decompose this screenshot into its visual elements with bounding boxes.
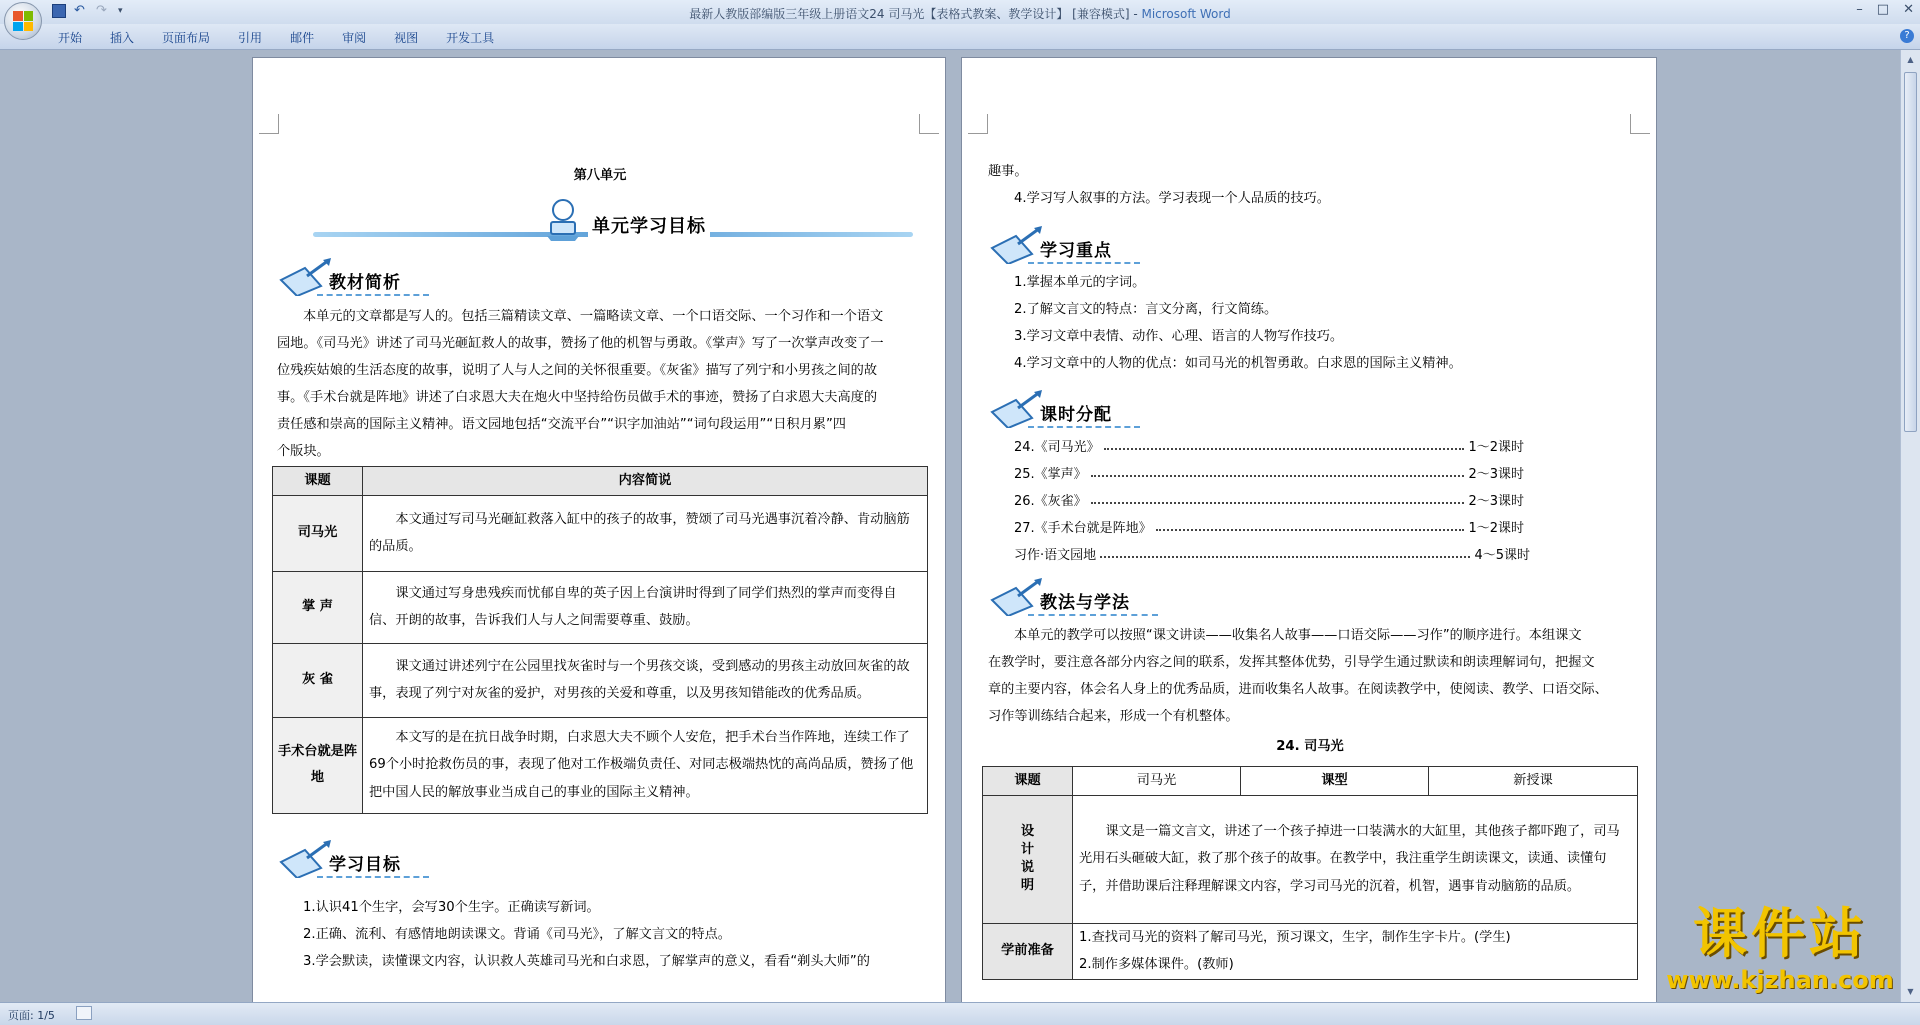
heading-underline — [317, 294, 429, 296]
prep-line: 2.制作多媒体课件。(教师) — [1079, 957, 1234, 972]
section-heading-hour-allocation — [988, 388, 1148, 430]
hour-item: 24.《司马光》 — [1014, 440, 1100, 455]
unit-goals-banner — [313, 198, 913, 246]
section-label: 课时分配 — [1040, 405, 1112, 425]
method-line: 习作等训练结合起来，形成一个有机整体。 — [988, 709, 1239, 724]
table-row — [983, 923, 1638, 979]
status-bar — [0, 1002, 1920, 1025]
hour-item: 26.《灰雀》 — [1014, 494, 1087, 509]
window-controls — [1856, 2, 1914, 17]
continued-text: 趣事。 — [988, 164, 1028, 179]
dot-leader — [1091, 468, 1465, 477]
scroll-up-icon[interactable]: ▲ — [1907, 55, 1914, 64]
table-header: 内容简说 — [363, 467, 928, 496]
intro-line: 园地。《司马光》讲述了司马光砸缸救人的故事，赞扬了他的机智与勇敢。《掌声》写了一次掌声改变了一 — [277, 336, 884, 351]
row-title: 掌 声 — [273, 571, 363, 643]
hour-time: 1～2课时 — [1468, 440, 1524, 455]
method-line: 在教学时，要注意各部分内容之间的联系，发挥其整体优势，引导学生通过默读和朗读理解词句，把握文 — [988, 655, 1595, 670]
hour-item: 25.《掌声》 — [1014, 467, 1087, 482]
hour-time: 4～5课时 — [1474, 548, 1530, 563]
row-content: 课文通过写身患残疾而忧郁自卑的英子因上台演讲时得到了同学们热烈的掌声而变得自信、开朗的故事，告诉我们人与人之间需要尊重、鼓励。 — [363, 571, 928, 643]
goal-item: 2.正确、流利、有感情地朗读课文。背诵《司马光》，了解文言文的特点。 — [303, 927, 731, 942]
row-content: 课文通过讲述列宁在公园里找灰雀时与一个男孩交谈，受到感动的男孩主动放回灰雀的故事，表现了列宁对灰雀的爱护，对男孩的关爱和尊重，以及男孩知错能改的优秀品质。 — [363, 643, 928, 717]
document-area[interactable] — [0, 50, 1900, 1002]
vertical-scrollbar[interactable] — [1900, 50, 1920, 1002]
dot-leader — [1104, 441, 1465, 450]
scroll-thumb[interactable] — [1904, 72, 1917, 432]
heading-underline — [1028, 614, 1158, 616]
topic-value: 司马光 — [1073, 767, 1241, 796]
scroll-down-icon[interactable]: ▼ — [1907, 987, 1914, 996]
type-header: 课型 — [1241, 767, 1429, 796]
key-point: 4.学习文章中的人物的优点：如司马光的机智勇敢。白求恩的国际主义精神。 — [1014, 356, 1462, 371]
row-title: 司马光 — [273, 495, 363, 571]
book-arrow-icon — [277, 840, 333, 878]
table-header-row — [273, 467, 928, 496]
intro-line: 责任感和崇高的国际主义精神。语文园地包括“交流平台”“识字加油站”“词句段运用”“日积月累”四 — [277, 417, 846, 432]
hour-row — [1014, 432, 1524, 459]
method-line: 本单元的教学可以按照“课文讲读——收集名人故事——口语交际——习作”的顺序进行。本组课文 — [1014, 628, 1582, 643]
crop-mark — [1630, 114, 1650, 134]
table-row — [273, 717, 928, 813]
redo-icon[interactable]: ↷ — [96, 3, 107, 18]
ribbon — [0, 24, 1920, 50]
intro-line: 事。《手术台就是阵地》讲述了白求恩大夫在炮火中坚持给伤员做手术的事迹，赞扬了白求恩大夫高度的 — [277, 390, 878, 405]
book-arrow-icon — [277, 258, 333, 296]
intro-line: 位残疾姑娘的生活态度的故事，说明了人与人之间的关怀很重要。《灰雀》描写了列宁和小男孩之间的故 — [277, 363, 878, 378]
tab-developer[interactable]: 开发工具 — [446, 31, 495, 45]
table-row — [983, 795, 1638, 923]
prep-label: 学前准备 — [983, 923, 1073, 979]
hour-row — [1014, 540, 1530, 567]
tab-mailings[interactable]: 邮件 — [290, 31, 315, 45]
book-arrow-icon — [988, 578, 1044, 616]
table-header: 课题 — [273, 467, 363, 496]
intro-line: 个版块。 — [277, 444, 330, 459]
table-row — [273, 495, 928, 571]
lesson-summary-table — [272, 466, 928, 814]
section-label: 学习目标 — [329, 855, 401, 875]
hour-time: 2～3课时 — [1468, 494, 1524, 509]
tab-insert[interactable]: 插入 — [110, 31, 135, 45]
section-heading-teaching-methods — [988, 576, 1168, 618]
watermark-url: www.kjzhan.com — [1666, 966, 1894, 994]
prep-line: 1.查找司马光的资料了解司马光，预习课文，生字，制作生字卡片。(学生) — [1079, 929, 1511, 945]
proofing-icon[interactable] — [76, 1006, 92, 1020]
watermark-main: 课件站 — [1693, 902, 1867, 965]
dot-leader — [1100, 549, 1470, 558]
hour-time: 2～3课时 — [1468, 467, 1524, 482]
key-point: 3.学习文章中表情、动作、心理、语言的人物写作技巧。 — [1014, 329, 1344, 344]
prep-cell — [1073, 923, 1638, 979]
section-heading-key-points — [988, 224, 1148, 266]
table-row — [273, 571, 928, 643]
crop-mark — [968, 114, 988, 134]
minimize-button[interactable]: – — [1856, 2, 1863, 17]
section-label: 教材简析 — [329, 273, 401, 293]
topic-header: 课题 — [983, 767, 1073, 796]
table-row — [273, 643, 928, 717]
book-arrow-icon — [988, 226, 1044, 264]
customize-toolbar-icon[interactable]: ▾ — [118, 6, 123, 16]
lesson-title: 24. 司马光 — [1276, 739, 1344, 754]
row-title: 手术台就是阵地 — [273, 717, 363, 813]
window-title: 最新人教版部编版三年级上册语文24 司马光【表格式教案、教学设计】 [兼容模式] - Microsoft Word — [689, 7, 1231, 21]
help-icon[interactable]: ? — [1900, 29, 1914, 43]
heading-underline — [1028, 262, 1140, 264]
row-content: 本文写的是在抗日战争时期，白求恩大夫不顾个人安危，把手术台当作阵地，连续工作了69个小时抢救伤员的事，表现了他对工作极端负责任、对同志极端热忱的高尚品质，赞扬了他把中国人民的解放事业当成自己的事业的国际主义精神。 — [363, 717, 928, 813]
heading-underline — [1028, 426, 1140, 428]
office-logo-icon — [13, 11, 33, 31]
app-name: Microsoft Word — [1141, 7, 1231, 21]
dot-leader — [1156, 522, 1465, 531]
banner-title: 单元学习目标 — [588, 212, 710, 238]
book-arrow-icon — [988, 390, 1044, 428]
ribbon-tabs — [58, 29, 522, 46]
dot-leader — [1091, 495, 1465, 504]
tab-home[interactable]: 开始 — [58, 31, 83, 45]
tab-page-layout[interactable]: 页面布局 — [162, 31, 211, 45]
key-point: 1.掌握本单元的字词。 — [1014, 275, 1146, 290]
office-button[interactable] — [4, 2, 42, 40]
close-button[interactable]: ✕ — [1903, 2, 1914, 17]
goal-item: 3.学会默读，读懂课文内容，认识救人英雄司马光和白求恩，了解掌声的意义，看看“剃头大师”的 — [303, 954, 870, 969]
hour-row — [1014, 486, 1524, 513]
key-point: 2.了解文言文的特点：言文分离，行文简练。 — [1014, 302, 1278, 317]
section-heading-learning-goals — [277, 838, 437, 880]
design-text: 课文是一篇文言文，讲述了一个孩子掉进一口装满水的大缸里，其他孩子都吓跑了，司马光用石头砸破大缸，救了那个孩子的故事。在教学中，我注重学生朗读课文，读通、读懂句子，并借助课后注释理解课文内容，学习司马光的沉着，机智，遇事肯动脑筋的品质。 — [1073, 795, 1638, 923]
lesson-design-table — [982, 766, 1638, 980]
hour-row — [1014, 513, 1524, 540]
hour-row — [1014, 459, 1524, 486]
page-2 — [961, 57, 1657, 1002]
section-label: 教法与学法 — [1040, 593, 1130, 613]
hour-time: 1～2课时 — [1468, 521, 1524, 536]
continued-text: 4.学习写人叙事的方法。学习表现一个人品质的技巧。 — [1014, 191, 1330, 206]
method-line: 章的主要内容，体会名人身上的优秀品质，进而收集名人故事。在阅读教学中，使阅读、教学、口语交际、 — [988, 682, 1608, 697]
design-label: 设计说明 — [983, 795, 1073, 923]
page-indicator[interactable]: 页面: 1/5 — [8, 1009, 55, 1022]
title-bar — [0, 0, 1920, 24]
tab-references[interactable]: 引用 — [238, 31, 263, 45]
table-row — [983, 767, 1638, 796]
tab-review[interactable]: 审阅 — [342, 31, 367, 45]
crop-mark — [919, 114, 939, 134]
row-title: 灰 雀 — [273, 643, 363, 717]
heading-underline — [317, 876, 429, 878]
hour-item: 27.《手术台就是阵地》 — [1014, 521, 1152, 536]
watermark-logo — [1662, 903, 1898, 1001]
page-1 — [252, 57, 946, 1002]
intro-line: 本单元的文章都是写人的。包括三篇精读文章、一篇略读文章、一个口语交际、一个习作和一个语文 — [303, 309, 884, 324]
hour-item: 习作·语文园地 — [1014, 548, 1097, 563]
type-value: 新授课 — [1429, 767, 1638, 796]
unit-title: 第八单元 — [573, 168, 627, 183]
row-content: 本文通过写司马光砸缸救落入缸中的孩子的故事，赞颂了司马光遇事沉着冷静、肯动脑筋的品质。 — [363, 495, 928, 571]
student-reading-icon — [543, 198, 583, 242]
undo-icon[interactable]: ↶ — [74, 3, 85, 18]
maximize-button[interactable]: □ — [1876, 2, 1890, 17]
goal-item: 1.认识41个生字，会写30个生字。正确读写新词。 — [303, 900, 600, 915]
section-heading-textbook-analysis — [277, 256, 437, 298]
tab-view[interactable]: 视图 — [394, 31, 419, 45]
crop-mark — [259, 114, 279, 134]
section-label: 学习重点 — [1040, 241, 1112, 261]
